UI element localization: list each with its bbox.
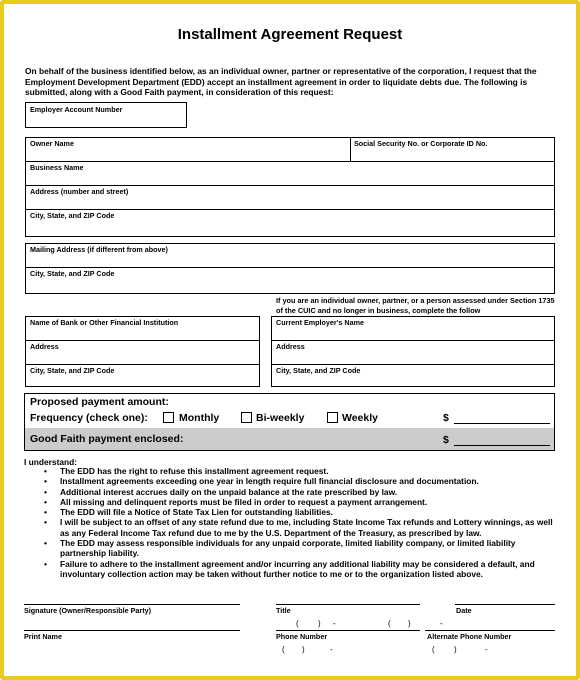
- form-title: Installment Agreement Request: [177, 26, 403, 43]
- terms-list: [40, 466, 560, 579]
- bullet-icon: •: [44, 466, 47, 476]
- bullet-icon: •: [44, 496, 47, 507]
- biweekly-checkbox[interactable]: [241, 412, 252, 423]
- ssn-field[interactable]: Social Security No. or Corporate ID No.: [354, 139, 488, 148]
- term-item: • Failure to adhere to the installment agreement and/or incurring any additional liability may be considered a default, and involuntary collection action may be taken without further notice to me or to the organization listed above.: [44, 558, 535, 579]
- print-name-label: Print Name: [24, 632, 62, 641]
- biweekly-label: Bi-weekly: [256, 412, 305, 424]
- term-item: • The EDD may assess responsible individuals for any unpaid corporate, limited liability company, or limited liability partnership liability.: [44, 538, 516, 559]
- signature-label: Signature (Owner/Responsible Party): [24, 606, 152, 615]
- alt-phone-dash: -: [440, 619, 443, 628]
- phone-paren-open: (: [296, 619, 299, 628]
- mailing-city-field[interactable]: City, State, and ZIP Code: [30, 269, 115, 278]
- monthly-checkbox[interactable]: [163, 412, 174, 423]
- phone2-paren-open: (: [282, 645, 285, 654]
- phone-line[interactable]: [276, 630, 420, 631]
- phone-dash: -: [333, 619, 336, 628]
- bank-address-field[interactable]: Address: [30, 342, 59, 351]
- weekly-label: Weekly: [342, 412, 378, 424]
- bullet-icon: •: [44, 507, 47, 518]
- alt-phone-label: Alternate Phone Number: [427, 632, 512, 641]
- date-line[interactable]: [455, 604, 555, 605]
- weekly-checkbox[interactable]: [327, 412, 338, 423]
- term-item: • I will be subject to an offset of any state refund due to me, including State Income Tax refunds and Lottery winnings, as well as any Federal Income Tax refund due to me by the U.S. Department of the Treasury, as prescribed by law.: [44, 517, 553, 538]
- employer-name-field[interactable]: Current Employer's Name: [276, 318, 364, 327]
- print-name-line[interactable]: [24, 630, 240, 631]
- employer-city-field[interactable]: City, State, and ZIP Code: [276, 366, 361, 375]
- title-line[interactable]: [276, 604, 420, 605]
- employer-row-line-2: [271, 364, 555, 365]
- frequency-label: Frequency (check one):: [30, 412, 148, 424]
- term-item: • The EDD will file a Notice of State Tax Lien for outstanding liabilities.: [44, 507, 333, 518]
- good-faith-label: Good Faith payment enclosed:: [30, 433, 184, 445]
- bullet-icon: •: [44, 486, 47, 497]
- bank-row-line-1: [25, 340, 260, 341]
- date-label: Date: [456, 606, 472, 615]
- phone2-dash: -: [330, 645, 333, 654]
- good-faith-dollar-sign: $: [443, 434, 449, 446]
- owner-name-field[interactable]: Owner Name: [30, 139, 74, 148]
- proposed-amount-line[interactable]: [454, 423, 550, 424]
- signature-line[interactable]: [24, 604, 240, 605]
- term-item: • All missing and delinquent reports must be filed in order to request a payment arrangement.: [44, 496, 428, 507]
- alt-phone-line[interactable]: [425, 630, 555, 631]
- alt-phone2-dash: -: [485, 645, 488, 654]
- alt-phone-paren-close: ): [408, 619, 411, 628]
- bullet-icon: •: [44, 538, 47, 549]
- employer-account-label: Employer Account Number: [30, 105, 123, 114]
- bank-row-line-2: [25, 364, 260, 365]
- owner-row-line: [25, 161, 555, 162]
- mailing-row-line: [25, 267, 555, 268]
- individual-owner-note: If you are an individual owner, partner, or a person assessed under Section 1735 of the CUIC and no longer in business, complete the follow: [276, 296, 555, 315]
- bank-city-field[interactable]: City, State, and ZIP Code: [30, 366, 115, 375]
- term-item: • Installment agreements exceeding one year in length require full financial disclosure and documentation.: [44, 476, 479, 487]
- address-row-line: [25, 209, 555, 210]
- phone2-paren-close: ): [302, 645, 305, 654]
- term-item: • Additional interest accrues daily on the unpaid balance at the rate prescribed by law.: [44, 486, 398, 497]
- proposed-payment-label: Proposed payment amount:: [30, 396, 169, 408]
- alt-phone2-paren-open: (: [432, 645, 435, 654]
- bullet-icon: •: [44, 558, 47, 569]
- phone-paren-close: ): [318, 619, 321, 628]
- i-understand-heading: I understand:: [24, 457, 78, 467]
- intro-paragraph: On behalf of the business identified below, as an individual owner, partner or representative of the corporation, I request that the Employment Development Department (EDD) accept an installment agreement in order to liquidate debts due. The following is submitted, along with a Good Faith payment, in consideration of this request:: [25, 66, 537, 97]
- employer-address-field[interactable]: Address: [276, 342, 305, 351]
- good-faith-amount-line[interactable]: [454, 445, 550, 446]
- alt-phone2-paren-close: ): [454, 645, 457, 654]
- alt-phone-paren-open: (: [388, 619, 391, 628]
- bullet-icon: •: [44, 517, 47, 528]
- city-state-zip-field[interactable]: City, State, and ZIP Code: [30, 211, 115, 220]
- proposed-dollar-sign: $: [443, 412, 449, 424]
- bank-name-field[interactable]: Name of Bank or Other Financial Institution: [30, 318, 179, 327]
- term-item: • The EDD has the right to refuse this installment agreement request.: [44, 466, 329, 476]
- phone-label: Phone Number: [276, 632, 328, 641]
- business-row-line: [25, 185, 555, 186]
- owner-divider: [350, 137, 351, 161]
- bullet-icon: •: [44, 476, 47, 487]
- employer-row-line-1: [271, 340, 555, 341]
- employer-account-field[interactable]: [25, 102, 187, 128]
- mailing-address-field[interactable]: Mailing Address (if different from above): [30, 245, 168, 254]
- monthly-label: Monthly: [179, 412, 220, 424]
- business-name-field[interactable]: Business Name: [30, 163, 84, 172]
- address-field[interactable]: Address (number and street): [30, 187, 129, 196]
- title-label: Title: [276, 606, 291, 615]
